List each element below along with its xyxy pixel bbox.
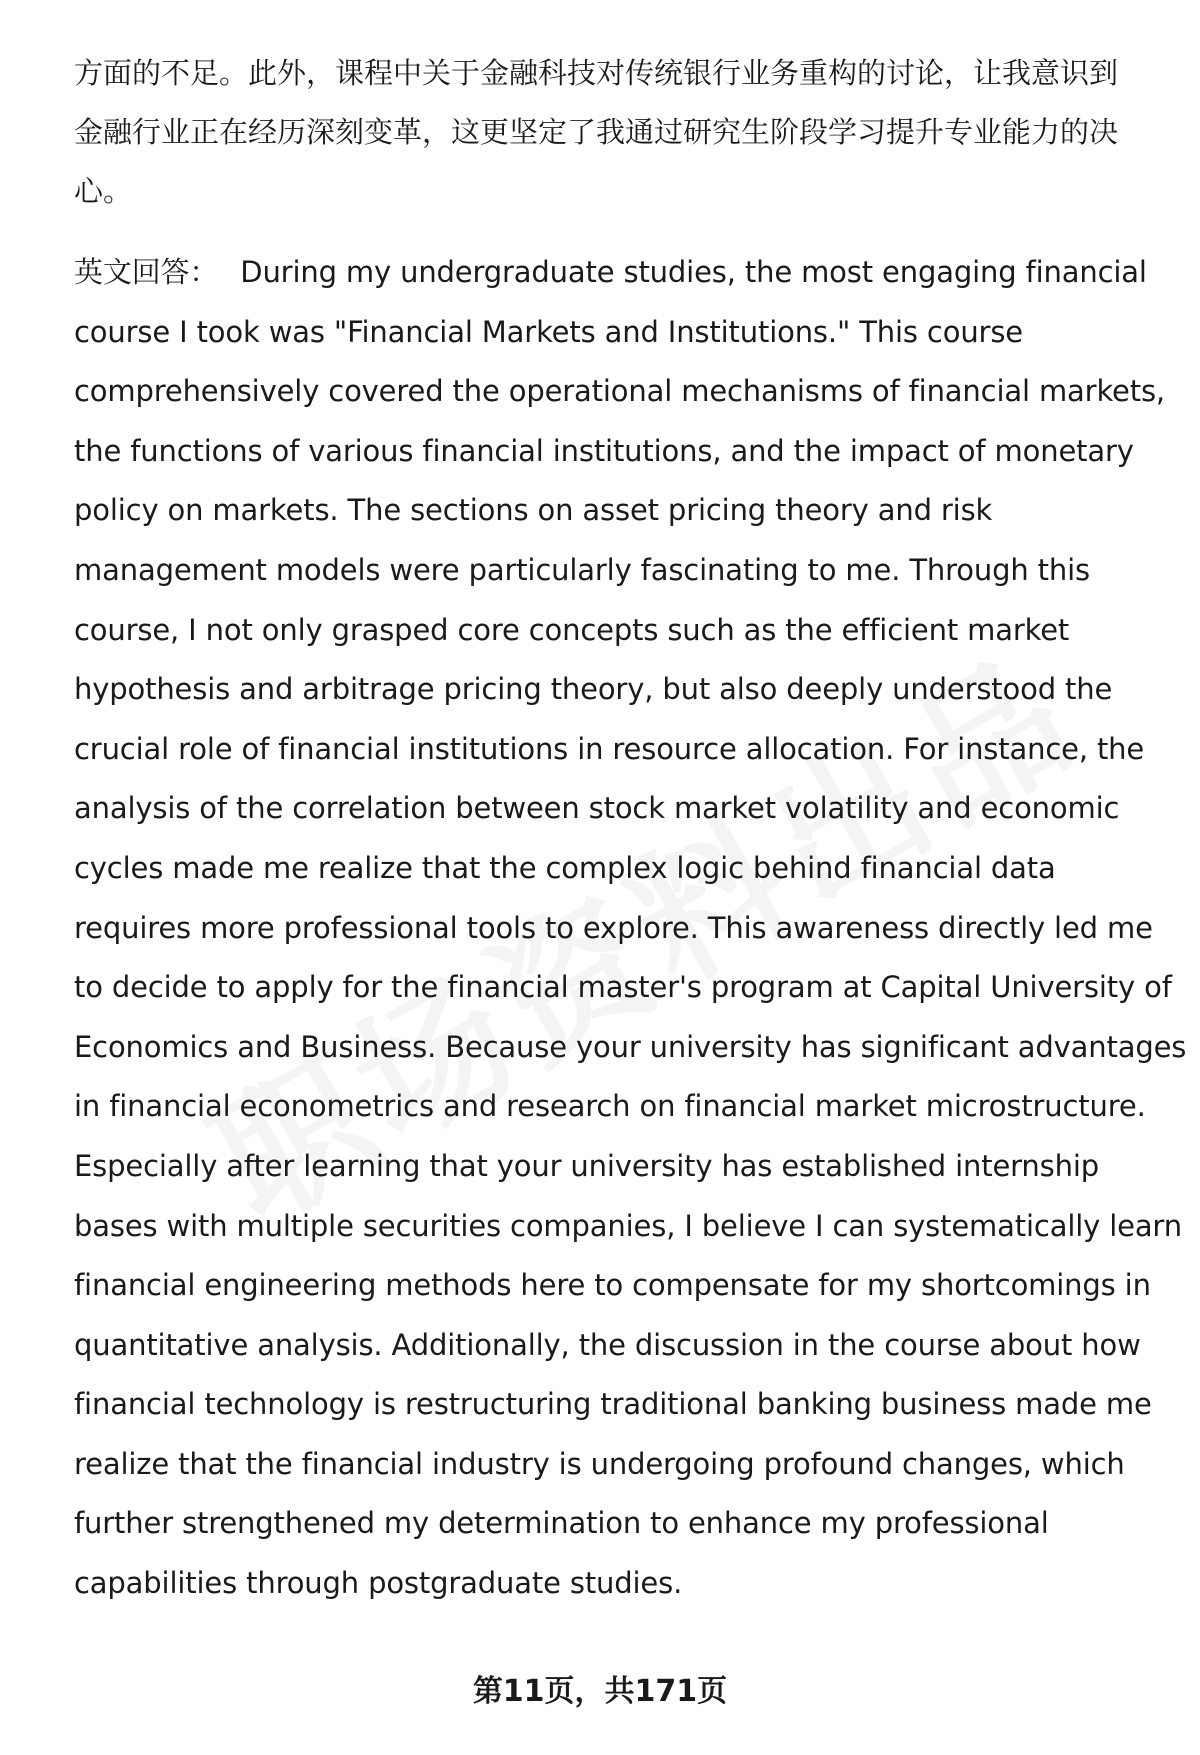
english-line: policy on markets. The sections on asset pricing theory and risk [74,493,993,528]
english-first-line-text: During my undergraduate studies, the most engaging financial [240,255,1147,289]
english-line: bases with multiple securities companies, I believe I can systematically learn [74,1208,1182,1243]
page-content [74,44,1187,1614]
english-line: course, I not only grasped core concepts such as the efficient market [74,612,1070,647]
english-line: crucial role of financial institutions in resource allocation. For instance, the [74,731,1145,766]
english-line: analysis of the correlation between stock market volatility and economic [74,791,1120,826]
english-line: comprehensively covered the operational mechanisms of financial markets, [74,374,1165,409]
english-line: management models were particularly fascinating to me. Through this [74,552,1090,587]
english-line: in financial econometrics and research on financial market microstructure. [74,1089,1146,1124]
english-line: realize that the financial industry is undergoing profound changes, which [74,1446,1125,1481]
page-number-footer: 第11页，共171页 [472,1674,728,1709]
english-line: course I took was "Financial Markets and Institutions." This course [74,314,1023,349]
english-line: financial engineering methods here to compensate for my shortcomings in [74,1268,1151,1303]
english-line: cycles made me realize that the complex logic behind financial data [74,850,1056,885]
english-line: to decide to apply for the financial master's program at Capital University of [74,970,1172,1005]
english-line: hypothesis and arbitrage pricing theory, but also deeply understood the [74,672,1113,707]
answer-label: 英文回答： [74,255,219,289]
english-line: the functions of various financial institutions, and the impact of monetary [74,433,1134,468]
chinese-line: 方面的不足。此外，课程中关于金融科技对传统银行业务重构的讨论，让我意识到 [74,56,1119,90]
english-line: Economics and Business. Because your university has significant advantages [74,1029,1187,1064]
english-line [74,243,1174,303]
english-answer-paragraph [74,243,1187,1614]
english-line: quantitative analysis. Additionally, the discussion in the course about how [74,1327,1141,1362]
chinese-line: 金融行业正在经历深刻变革，这更坚定了我通过研究生阶段学习提升专业能力的决 [74,115,1119,149]
chinese-paragraph [74,44,1174,221]
english-line: Especially after learning that your university has established internship [74,1148,1099,1183]
english-line: capabilities through postgraduate studies. [74,1566,683,1601]
english-line: requires more professional tools to explore. This awareness directly led me [74,910,1153,945]
english-line: further strengthened my determination to enhance my professional [74,1506,1049,1541]
chinese-line: 心。 [74,174,133,208]
english-line: financial technology is restructuring traditional banking business made me [74,1387,1152,1422]
